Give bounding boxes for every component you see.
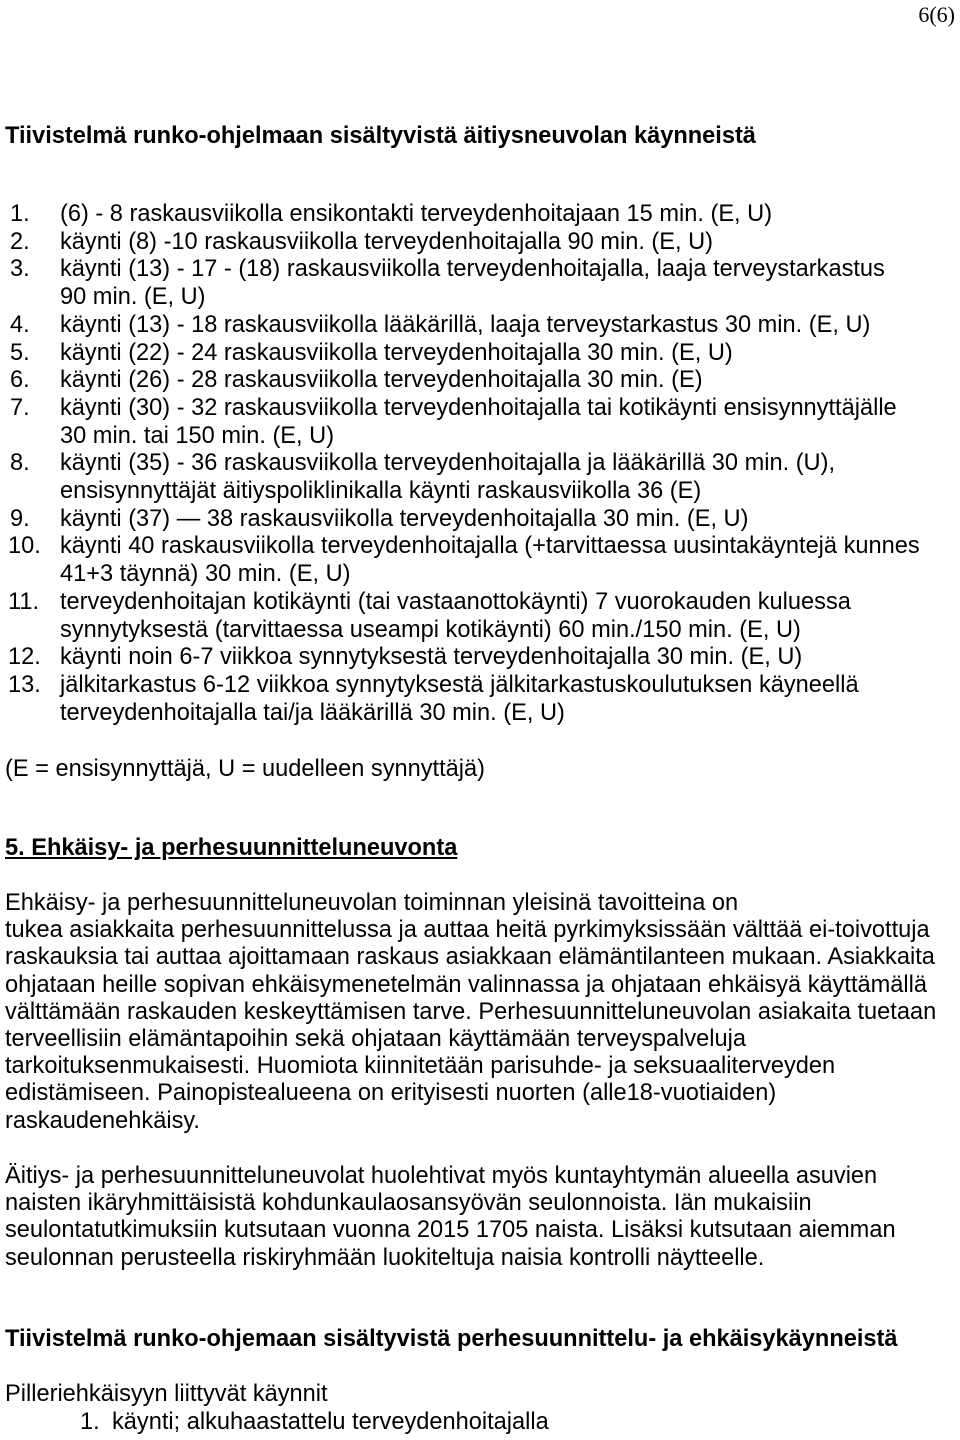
visit-text-line: käynti (37) — 38 raskausviikolla terveydenhoitajalla 30 min. (E, U)	[60, 505, 749, 532]
visit-number: 10.	[8, 533, 41, 560]
paragraph	[5, 890, 936, 1135]
paragraph-line: edistämiseen. Painopistealueena on erityisesti nuorten (alle18-vuotiaiden)	[5, 1080, 777, 1107]
paragraph-line: seulontatutkimuksiin kutsutaan vuonna 2015 1705 naista. Lisäksi kutsutaan aiemman	[5, 1217, 896, 1244]
visit-item	[0, 589, 955, 644]
visit-item	[0, 340, 955, 368]
visit-number: 3.	[10, 256, 30, 283]
visit-item	[0, 395, 955, 450]
visit-item	[0, 644, 955, 672]
visit-text-line: synnytyksestä (tarvittaessa useampi kotikäynti) 60 min./150 min. (E, U)	[60, 616, 801, 643]
visit-text-line: käynti (26) - 28 raskausviikolla terveydenhoitajalla 30 min. (E)	[60, 367, 703, 394]
visit-item	[0, 506, 955, 534]
visit-text-line: käynti 40 raskausviikolla terveydenhoitajalla (+tarvittaessa uusintakäyntejä kunnes	[60, 533, 920, 560]
visit-item	[0, 229, 955, 257]
visit-number: 11.	[8, 588, 40, 615]
summary-title: Tiivistelmä runko-ohjelmaan sisältyvistä äitiysneuvolan käynneistä	[5, 123, 756, 149]
paragraph-line: naisten ikäryhmittäisistä kohdunkaulaosansyövän seulonnoista. Iän mukaisiin	[5, 1190, 812, 1217]
visit-text-line: käynti (35) - 36 raskausviikolla terveydenhoitajalla ja lääkärillä 30 min. (U),	[60, 450, 835, 477]
visit-text-line: käynti (13) - 18 raskausviikolla lääkärillä, laaja terveystarkastus 30 min. (E, U)	[60, 311, 871, 338]
visit-text-line: käynti (13) - 17 - (18) raskausviikolla terveydenhoitajalla, laaja terveystarkastus	[60, 256, 885, 283]
pill-visit-text: käynti; alkuhaastattelu terveydenhoitajalla	[112, 1409, 549, 1435]
visit-text-line: 41+3 täynnä) 30 min. (E, U)	[60, 561, 351, 588]
visit-item	[0, 367, 955, 395]
pill-visits-heading: Pilleriehkäisyyn liittyvät käynnit	[5, 1381, 328, 1407]
visit-text-line: käynti (22) - 24 raskausviikolla terveydenhoitajalla 30 min. (E, U)	[60, 339, 733, 366]
visit-number: 13.	[8, 671, 41, 698]
paragraph-line: ohjataan heille sopivan ehkäisymenetelmän valinnassa ja ohjataan ehkäisyä käyttämällä	[5, 971, 928, 998]
visit-number: 5.	[10, 339, 30, 366]
visit-item	[0, 256, 955, 311]
visit-number: 7.	[10, 394, 30, 421]
visit-text-line: 30 min. tai 150 min. (E, U)	[60, 422, 335, 449]
paragraph-line: välttämään raskauden keskeyttämisen tarve. Perhesuunnitteluneuvolan asiakaita tuetaan	[5, 998, 937, 1025]
paragraph-line: tukea asiakkaita perhesuunnittelussa ja auttaa heitä pyrkimyksissään välttää ei-toivottuja	[5, 917, 930, 944]
paragraph-line: raskauksia tai auttaa ajoittamaan raskaus asiakkaan elämäntilanteen mukaan. Asiakkaita	[5, 944, 935, 971]
visit-text-line: käynti noin 6-7 viikkoa synnytyksestä terveydenhoitajalla 30 min. (E, U)	[60, 644, 803, 671]
visit-text-line: käynti (8) -10 raskausviikolla terveydenhoitajalla 90 min. (E, U)	[60, 228, 714, 255]
paragraph-line: seulonnan perusteella riskiryhmään luokiteltuja naisia kontrolli näytteelle.	[5, 1244, 765, 1271]
pill-visit-number: 1.	[80, 1409, 100, 1435]
visit-number: 6.	[10, 367, 30, 394]
visit-number: 12.	[8, 644, 41, 671]
family-planning-summary-title: Tiivistelmä runko-ohjemaan sisältyvistä perhesuunnittelu- ja ehkäisykäynneistä	[5, 1326, 898, 1352]
visit-number: 1.	[10, 201, 30, 227]
visit-item	[0, 312, 955, 340]
visit-item	[0, 201, 955, 229]
paragraph-line: tarkoituksenmukaisesti. Huomiota kiinnitetään parisuhde- ja seksuaaliterveyden	[5, 1053, 836, 1080]
section-heading: 5. Ehkäisy- ja perhesuunnitteluneuvonta	[5, 835, 458, 861]
abbreviation-note: (E = ensisynnyttäjä, U = uudelleen synnyttäjä)	[5, 756, 486, 782]
visit-list	[0, 201, 955, 727]
visit-item	[0, 672, 955, 727]
paragraph-line: raskaudenehkäisy.	[5, 1107, 200, 1134]
visit-number: 9.	[10, 505, 30, 532]
visit-text-line: terveydenhoitajan kotikäynti (tai vastaanottokäynti) 7 vuorokauden kuluessa	[60, 588, 851, 615]
visit-text-line: jälkitarkastus 6-12 viikkoa synnytyksestä jälkitarkastuskoulutuksen käyneellä	[60, 671, 859, 698]
visit-text-line: ensisynnyttäjät äitiyspoliklinikalla käynti raskausviikolla 36 (E)	[60, 478, 702, 505]
paragraph-line: terveellisiin elämäntapoihin sekä ohjataan käyttämään terveyspalveluja	[5, 1026, 747, 1053]
paragraph-line: Ehkäisy- ja perhesuunnitteluneuvolan toiminnan yleisinä tavoitteina on	[5, 890, 739, 916]
visit-item	[0, 450, 955, 505]
visit-number: 8.	[10, 450, 30, 477]
visit-number: 2.	[10, 228, 30, 255]
visit-item	[0, 533, 955, 588]
paragraph-line: Äitiys- ja perhesuunnitteluneuvolat huolehtivat myös kuntayhtymän alueella asuvien	[5, 1163, 878, 1189]
visit-text-line: terveydenhoitajalla tai/ja lääkärillä 30 min. (E, U)	[60, 699, 565, 726]
paragraph	[5, 1163, 896, 1272]
page-number: 6(6)	[918, 2, 955, 27]
visit-text-line: käynti (30) - 32 raskausviikolla terveydenhoitajalla tai kotikäynti ensisynnyttäjälle	[60, 394, 897, 421]
visit-text-line: 90 min. (E, U)	[60, 284, 206, 311]
visit-number: 4.	[10, 311, 30, 338]
visit-text-line: (6) - 8 raskausviikolla ensikontakti terveydenhoitajaan 15 min. (E, U)	[60, 201, 773, 227]
